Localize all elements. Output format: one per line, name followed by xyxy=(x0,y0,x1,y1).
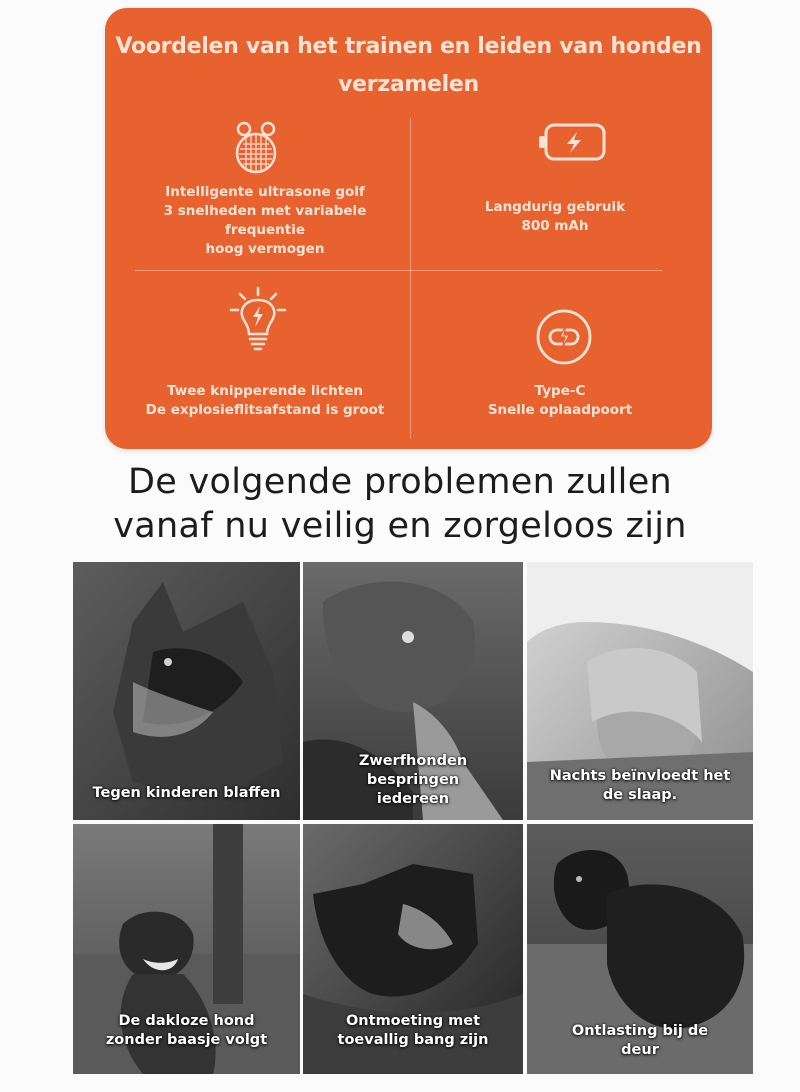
charging-plug-icon xyxy=(535,308,593,366)
feature-lights-line: De explosieflitsafstand is groot xyxy=(145,402,385,418)
light-bulb-icon xyxy=(227,286,289,356)
problem-caption-line: Nachts beïnvloedt het xyxy=(549,768,731,784)
problem-caption xyxy=(527,1022,753,1060)
problem-caption-line: de slaap. xyxy=(602,787,678,803)
problem-tile xyxy=(527,562,753,820)
problem-tile xyxy=(73,824,300,1074)
features-card xyxy=(105,8,712,449)
features-card-title-line: Voordelen van het trainen en leiden van xyxy=(115,34,604,59)
problem-caption-line: De dakloze hond xyxy=(118,1013,255,1029)
problem-caption-line: Ontlasting bij de xyxy=(571,1023,709,1039)
barking-shepherd-photo xyxy=(73,562,300,820)
problem-caption xyxy=(303,1012,523,1050)
feature-type-c xyxy=(435,382,685,420)
problem-caption xyxy=(73,784,300,803)
problem-caption-line: toevallig bang zijn xyxy=(337,1032,489,1048)
features-card-title xyxy=(105,28,712,104)
problem-caption xyxy=(303,752,523,809)
problems-photo-grid xyxy=(73,562,753,1074)
problem-caption xyxy=(73,1012,300,1050)
problem-caption-line: bespringen xyxy=(366,772,460,788)
problems-headline xyxy=(0,460,800,548)
feature-lights xyxy=(120,382,410,420)
feature-type-c-line: Type-C xyxy=(534,383,586,399)
problems-headline-line: vanaf nu veilig en zorgeloos zijn xyxy=(113,506,687,546)
problem-tile xyxy=(303,824,523,1074)
feature-type-c-line: Snelle oplaadpoort xyxy=(487,402,633,418)
problem-caption-line: Ontmoeting met xyxy=(345,1013,480,1029)
problem-caption-line: Tegen kinderen blaffen xyxy=(92,785,281,801)
problem-caption-line: Zwerfhonden xyxy=(358,753,468,769)
feature-ultrasonic-line: frequentie xyxy=(225,222,305,238)
problem-caption-line: zonder baasje volgt xyxy=(105,1032,268,1048)
problem-caption xyxy=(527,767,753,805)
battery-icon xyxy=(537,121,609,165)
problem-tile xyxy=(527,824,753,1074)
feature-battery-line: Langdurig gebruik xyxy=(484,199,626,215)
problems-headline-line: De volgende problemen zullen xyxy=(127,462,673,502)
card-divider-vertical xyxy=(410,118,411,438)
problem-tile xyxy=(73,562,300,820)
feature-ultrasonic xyxy=(135,183,395,259)
card-divider-horizontal xyxy=(135,270,662,271)
problem-tile xyxy=(303,562,523,820)
feature-battery xyxy=(435,198,675,236)
ultrasonic-speaker-icon xyxy=(233,120,279,174)
feature-battery-line: 800 mAh xyxy=(521,218,589,234)
feature-ultrasonic-line: hoog vermogen xyxy=(205,241,325,257)
feature-ultrasonic-line: Intelligente ultrasone golf xyxy=(165,184,365,200)
problem-caption-line: iedereen xyxy=(376,791,450,807)
feature-lights-line: Twee knipperende lichten xyxy=(167,383,363,399)
feature-ultrasonic-line: 3 snelheden met variabele xyxy=(163,203,367,219)
features-card-title-line: honden verzamelen xyxy=(338,34,702,97)
problem-caption-line: deur xyxy=(621,1042,659,1058)
